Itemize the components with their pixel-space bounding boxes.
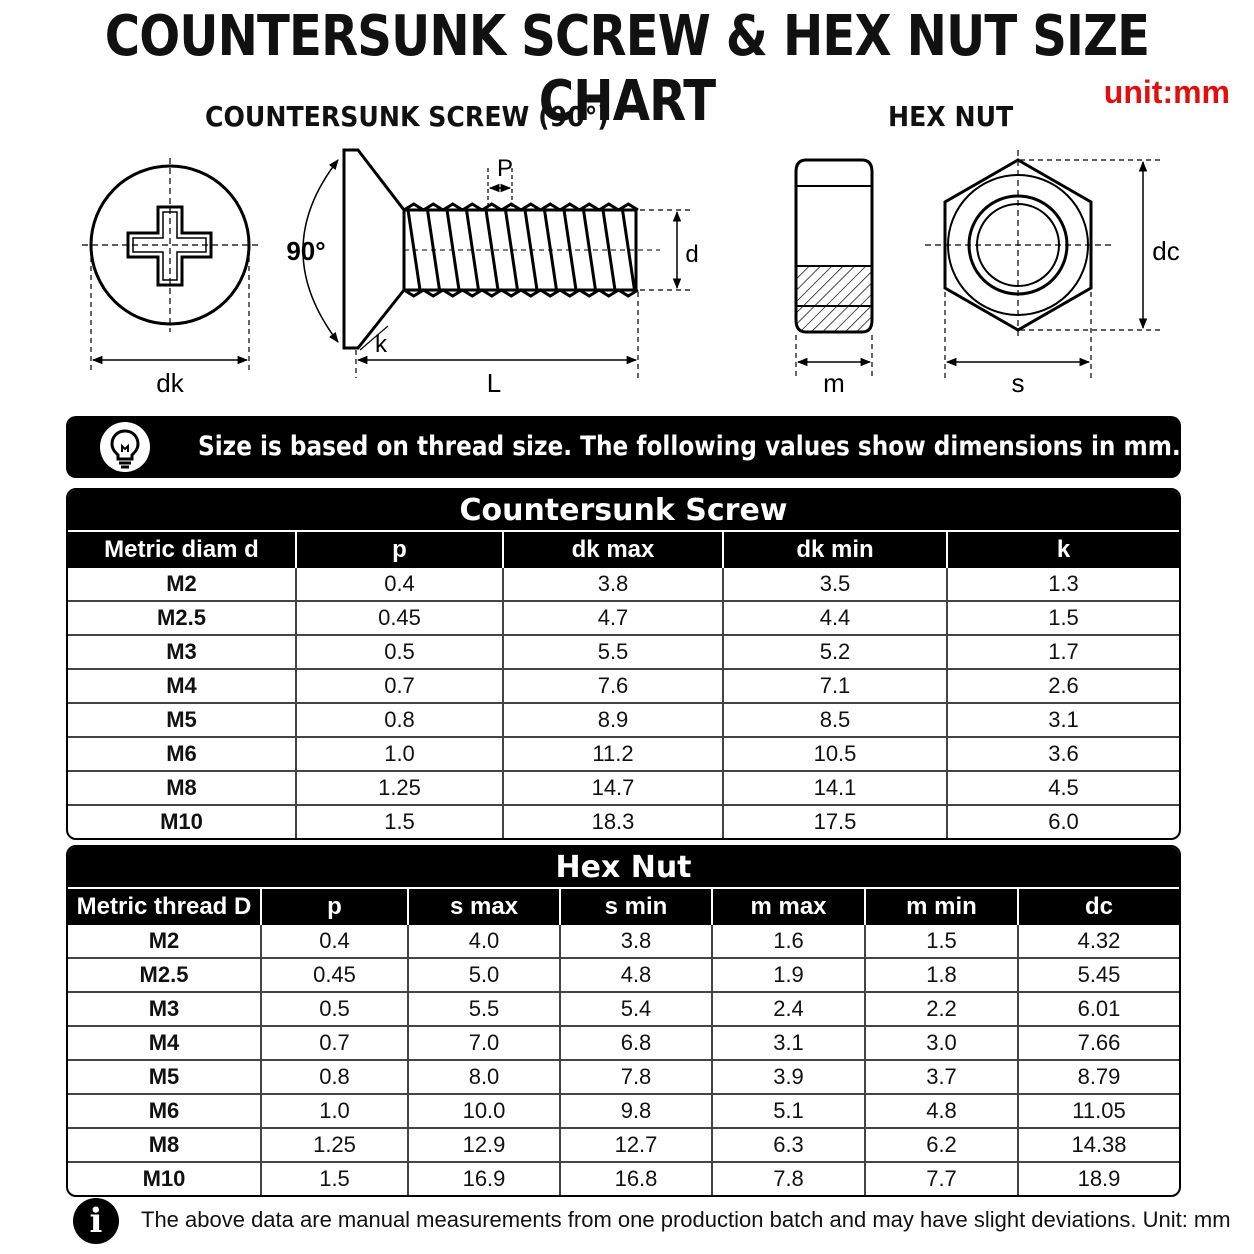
table-row: [68, 703, 1179, 737]
dk-label: dk: [156, 368, 184, 398]
table-cell: 1.25: [261, 1128, 408, 1162]
table-row: [68, 805, 1179, 838]
table-cell: 0.45: [296, 601, 503, 635]
table-cell: 11.2: [503, 737, 723, 771]
table-cell: 2.2: [865, 992, 1018, 1026]
table-cell: 0.7: [261, 1026, 408, 1060]
table-cell: M5: [68, 703, 296, 737]
hex-nut-table: [66, 845, 1181, 1197]
table-cell: 7.0: [408, 1026, 560, 1060]
table-cell: 11.05: [1018, 1094, 1179, 1128]
table-cell: M3: [68, 992, 261, 1026]
table-cell: 5.5: [503, 635, 723, 669]
table-cell: 0.5: [296, 635, 503, 669]
table-cell: 4.8: [865, 1094, 1018, 1128]
P-label: P: [496, 155, 514, 182]
table-cell: M6: [68, 1094, 261, 1128]
table-cell: 7.8: [712, 1162, 865, 1195]
info-banner: [66, 416, 1181, 478]
table-cell: M4: [68, 669, 296, 703]
table-cell: 1.0: [261, 1094, 408, 1128]
table-cell: 3.1: [947, 703, 1179, 737]
table-cell: 8.0: [408, 1060, 560, 1094]
table-row: [68, 1026, 1179, 1060]
lightbulb-icon: [100, 422, 150, 472]
info-icon: i: [73, 1198, 119, 1244]
table-cell: 1.6: [712, 925, 865, 958]
table-row: [68, 771, 1179, 805]
table-cell: 3.9: [712, 1060, 865, 1094]
table-cell: 2.6: [947, 669, 1179, 703]
table-row: [68, 635, 1179, 669]
table-cell: 16.8: [560, 1162, 712, 1195]
table-cell: 3.8: [503, 568, 723, 601]
screw-header-2: dk max: [503, 531, 723, 568]
table-cell: 1.5: [947, 601, 1179, 635]
table-cell: 17.5: [723, 805, 947, 838]
table-cell: 6.8: [560, 1026, 712, 1060]
nut-header-4: m max: [712, 888, 865, 925]
table-row: [68, 925, 1179, 958]
table-cell: 7.8: [560, 1060, 712, 1094]
table-cell: 2.4: [712, 992, 865, 1026]
table-cell: 8.5: [723, 703, 947, 737]
table-cell: 8.9: [503, 703, 723, 737]
table-cell: 5.5: [408, 992, 560, 1026]
table-cell: 1.8: [865, 958, 1018, 992]
table-cell: 4.0: [408, 925, 560, 958]
nut-diagram-title: HEX NUT: [888, 100, 1014, 133]
table-cell: 3.6: [947, 737, 1179, 771]
s-label: s: [1011, 368, 1025, 398]
table-cell: 6.2: [865, 1128, 1018, 1162]
technical-diagram: [0, 140, 1254, 402]
nut-header-6: dc: [1018, 888, 1179, 925]
screw-diagram-title: COUNTERSUNK SCREW (90°): [205, 100, 609, 133]
d-label: d: [685, 241, 699, 268]
table-cell: 3.8: [560, 925, 712, 958]
table-cell: 6.01: [1018, 992, 1179, 1026]
table-cell: M4: [68, 1026, 261, 1060]
table-cell: M6: [68, 737, 296, 771]
k-label: k: [375, 331, 387, 358]
table-row: [68, 992, 1179, 1026]
L-label: L: [486, 368, 502, 398]
table-cell: M2: [148, 928, 180, 953]
table-cell: 0.5: [261, 992, 408, 1026]
table-cell: 0.7: [296, 669, 503, 703]
nut-header-5: m min: [865, 888, 1018, 925]
angle-label: 90°: [286, 236, 326, 266]
table-cell: M2.5: [68, 958, 261, 992]
screw-header-4: k: [947, 531, 1179, 568]
table-cell: 3.0: [865, 1026, 1018, 1060]
nut-header-3: s min: [560, 888, 712, 925]
table-cell: 3.5: [723, 568, 947, 601]
table-row: [68, 737, 1179, 771]
table-cell: M8: [68, 771, 296, 805]
table-cell: 14.1: [723, 771, 947, 805]
table-row: [68, 568, 1179, 601]
screw-header-0: Metric diam d: [68, 531, 296, 568]
screw-table-title: Countersunk Screw: [68, 490, 1179, 530]
table-row: [68, 1060, 1179, 1094]
table-cell: 0.45: [261, 958, 408, 992]
table-cell: 5.2: [723, 635, 947, 669]
table-row: [68, 1162, 1179, 1195]
nut-header-2: s max: [408, 888, 560, 925]
table-cell: M5: [68, 1060, 261, 1094]
table-cell: 0.4: [261, 925, 408, 958]
table-cell: 6.0: [947, 805, 1179, 838]
footer-note: The above data are manual measurements from one production batch and may have slight deviations. Unit: mm: [141, 1207, 1231, 1232]
table-cell: 18.9: [1018, 1162, 1179, 1195]
banner-text: Size is based on thread size. The following values show dimensions in mm.: [198, 431, 1181, 462]
table-cell: M2: [166, 571, 197, 596]
table-cell: 3.7: [865, 1060, 1018, 1094]
table-cell: 1.25: [296, 771, 503, 805]
table-cell: 1.5: [865, 925, 1018, 958]
table-row: [68, 958, 1179, 992]
table-cell: 8.79: [1018, 1060, 1179, 1094]
table-cell: 4.8: [560, 958, 712, 992]
nut-table-title: Hex Nut: [68, 847, 1179, 887]
table-cell: 1.3: [947, 568, 1179, 601]
page-title: COUNTERSUNK SCREW & HEX NUT SIZE CHART: [104, 4, 1150, 134]
table-cell: M8: [68, 1128, 261, 1162]
dc-label: dc: [1152, 236, 1180, 266]
table-cell: 0.8: [261, 1060, 408, 1094]
table-cell: M2.5: [68, 601, 296, 635]
nut-header-1: p: [261, 888, 408, 925]
table-cell: 1.5: [296, 805, 503, 838]
table-cell: 3.1: [712, 1026, 865, 1060]
table-cell: 10.5: [723, 737, 947, 771]
table-cell: 1.9: [712, 958, 865, 992]
table-cell: 5.1: [712, 1094, 865, 1128]
hex-nut-top-view: [925, 150, 1160, 378]
table-cell: 4.32: [1018, 925, 1179, 958]
table-row: [68, 669, 1179, 703]
table-cell: 7.7: [865, 1162, 1018, 1195]
table-cell: 5.0: [408, 958, 560, 992]
table-cell: 7.66: [1018, 1026, 1179, 1060]
table-row: [68, 601, 1179, 635]
table-cell: 12.9: [408, 1128, 560, 1162]
table-cell: 1.5: [261, 1162, 408, 1195]
table-cell: 12.7: [560, 1128, 712, 1162]
table-row: [68, 1128, 1179, 1162]
table-cell: 4.7: [503, 601, 723, 635]
hex-nut-side-view: [796, 160, 872, 378]
table-cell: 14.38: [1018, 1128, 1179, 1162]
table-cell: M10: [68, 1162, 261, 1195]
table-row: [68, 1094, 1179, 1128]
table-cell: 4.4: [723, 601, 947, 635]
countersunk-screw-table: [66, 488, 1181, 840]
table-cell: 5.4: [560, 992, 712, 1026]
table-cell: 10.0: [408, 1094, 560, 1128]
table-cell: 5.45: [1018, 958, 1179, 992]
nut-header-0: Metric thread D: [68, 888, 261, 925]
table-cell: 0.8: [296, 703, 503, 737]
screw-header-1: p: [296, 531, 503, 568]
table-cell: M3: [68, 635, 296, 669]
table-cell: 18.3: [503, 805, 723, 838]
table-cell: 4.5: [947, 771, 1179, 805]
table-cell: M10: [68, 805, 296, 838]
table-cell: 16.9: [408, 1162, 560, 1195]
table-cell: 6.3: [712, 1128, 865, 1162]
table-cell: 0.4: [296, 568, 503, 601]
unit-label: unit:mm: [1103, 74, 1230, 110]
table-cell: 7.6: [503, 669, 723, 703]
screw-side-view: [303, 150, 690, 378]
table-cell: 1.7: [947, 635, 1179, 669]
table-cell: 14.7: [503, 771, 723, 805]
m-label: m: [823, 368, 845, 398]
screw-header-3: dk min: [723, 531, 947, 568]
table-cell: 7.1: [723, 669, 947, 703]
screw-head-top-view: [82, 158, 258, 372]
table-cell: 1.0: [296, 737, 503, 771]
table-cell: 9.8: [560, 1094, 712, 1128]
